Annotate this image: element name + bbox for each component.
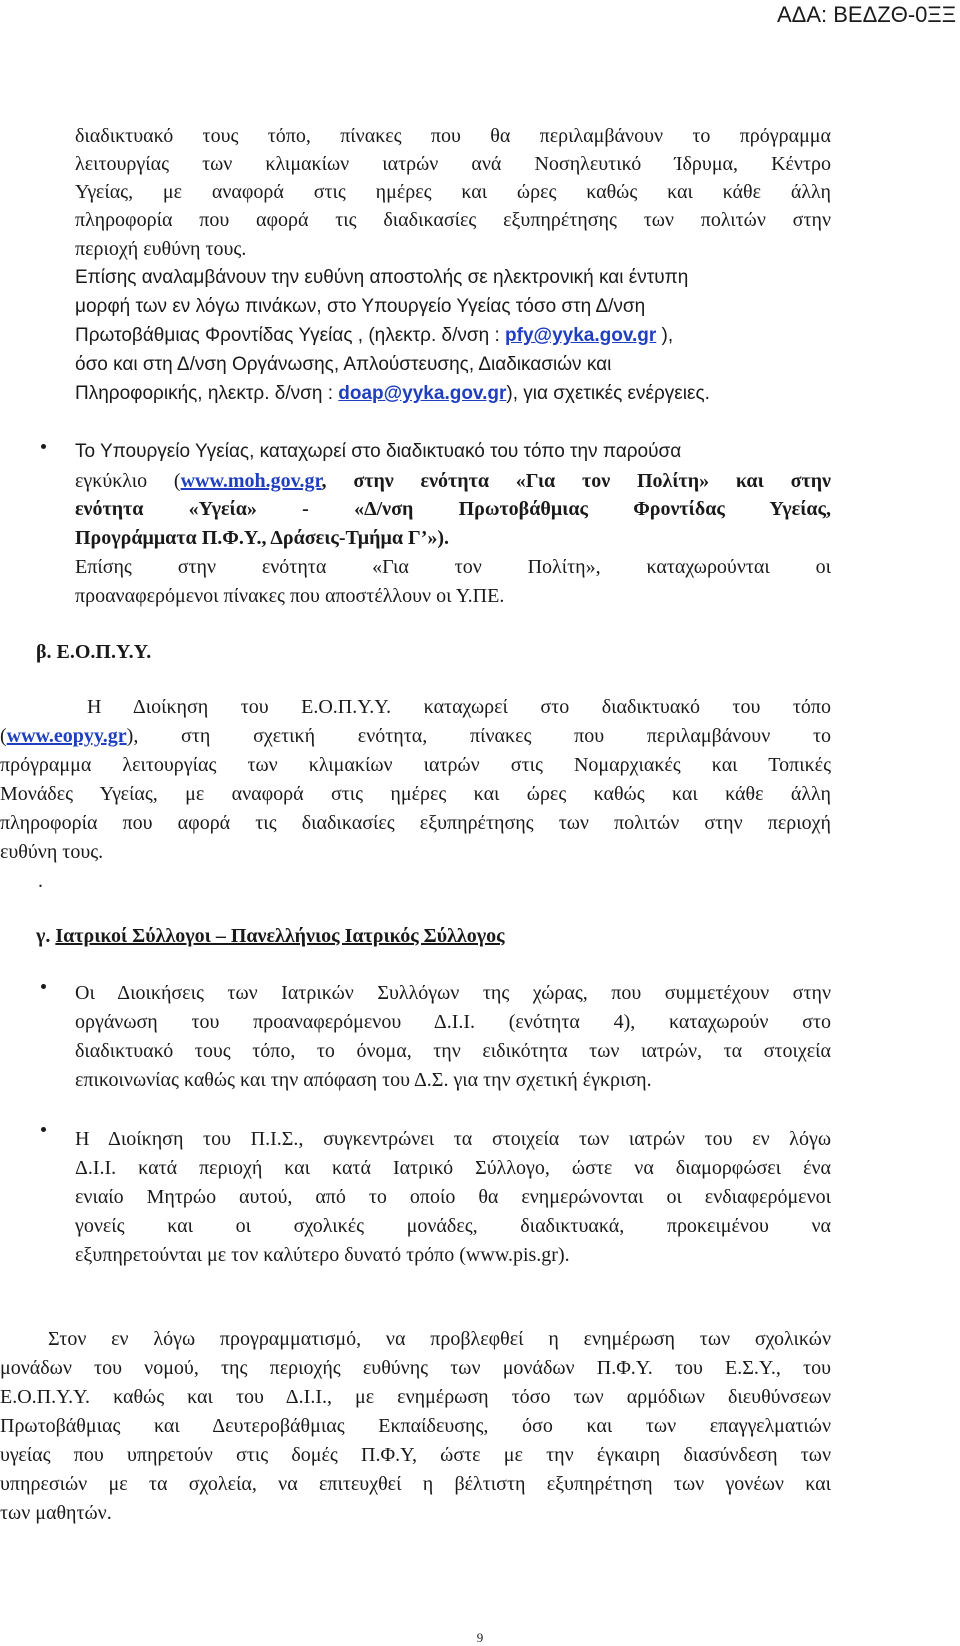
text-line: λειτουργίας των κλιμακίων ιατρών ανά Νοσηλευτικό Ίδρυμα, Κέντρο: [75, 153, 831, 175]
text-line: πληροφορία που αφορά τις διαδικασίες εξυπηρέτησης των πολιτών στην περιοχή: [0, 812, 831, 834]
section-c-heading: [36, 924, 505, 948]
text-line: οργάνωση του προαναφερόμενου Δ.Ι.Ι. (ενότητα 4), καταχωρούν στο: [75, 1011, 831, 1033]
text-line: Ε.Ο.Π.Υ.Υ. καθώς και του Δ.Ι.Ι., με ενημέρωση τόσο των αρμόδιων διευθύνσεων: [0, 1386, 831, 1408]
text-line: Η Διοίκηση του Ε.Ο.Π.Υ.Υ. καταχωρεί στο διαδικτυακό του τόπο: [87, 696, 831, 718]
text-span: εγκύκλιο (: [75, 470, 181, 492]
text-line: Προγράμματα Π.Φ.Υ., Δράσεις-Τμήμα Γ’»).: [75, 527, 450, 549]
text-line: Υγείας, με αναφορά στις ημέρες και ώρες καθώς και κάθε άλλη: [75, 181, 831, 203]
bullet-marker: [41, 984, 46, 989]
text-line: εξυπηρετούνται με τον καλύτερο δυνατό τρόπο (www.pis.gr).: [75, 1244, 570, 1266]
text-line: ενιαίο Μητρώο αυτού, από το οποίο θα ενημερώνονται οι ενδιαφερόμενοι: [75, 1186, 831, 1208]
page-number: 9: [476, 1630, 484, 1645]
heading-prefix: γ.: [36, 925, 56, 947]
heading-title: Ιατρικοί Σύλλογοι – Πανελλήνιος Ιατρικός Σύλλογος: [55, 925, 505, 947]
text-span: (: [0, 725, 7, 747]
text-line: προαναφερόμενοι πίνακες που αποστέλλουν οι Υ.ΠΕ.: [75, 585, 505, 607]
email-link-doap[interactable]: doap@yyka.gov.gr: [338, 383, 507, 404]
text-line: υγείας που υπηρετούν στις δομές Π.Φ.Υ, ώστε με την έγκαιρη διασύνδεση των: [0, 1444, 831, 1466]
email-link-pfy[interactable]: pfy@yyka.gov.gr: [505, 325, 657, 346]
text-line: [0, 724, 831, 748]
text-line: διαδικτυακό τους τόπο, το όνομα, την ειδικότητα των ιατρών, τα στοιχεία: [75, 1040, 831, 1062]
text-line: πληροφορία που αφορά τις διαδικασίες εξυπηρέτησης των πολιτών στην: [75, 209, 831, 231]
text-line: υπηρεσιών με τα σχολεία, να επιτευχθεί η βέλτιστη εξυπηρέτηση των γονέων και: [0, 1473, 831, 1495]
text-span: Πληροφορικής, ηλεκτρ. δ/νση :: [75, 383, 339, 404]
text-line: [75, 469, 831, 493]
text-line: Δ.Ι.Ι. κατά περιοχή και κατά Ιατρικό Σύλλογο, ώστε να διαμορφώσει ένα: [75, 1157, 831, 1179]
text-line: επικοινωνίας καθώς και την απόφαση του Δ.Σ. για την σχετική έγκριση.: [75, 1069, 652, 1091]
text-line: Στον εν λόγω προγραμματισμό, να προβλεφθεί η ενημέρωση των σχολικών: [48, 1328, 831, 1350]
text-line: Πρωτοβάθμιας και Δευτεροβάθμιας Εκπαίδευσης, όσο και των επαγγελματιών: [0, 1415, 831, 1437]
stray-dot: .: [38, 870, 43, 892]
text-line: [75, 382, 710, 406]
web-link-eopyy[interactable]: www.eopyy.gr: [6, 725, 127, 747]
text-span: , στην ενότητα «Για τον Πολίτη» και στην: [321, 470, 831, 492]
ada-code: ΑΔΑ: ΒΕΔΖΘ-0ΞΞ: [776, 2, 956, 27]
text-span: ),: [656, 325, 674, 346]
text-line: Επίσης αναλαμβάνουν την ευθύνη αποστολής σε ηλεκτρονική και έντυπη: [75, 267, 689, 288]
text-line: Οι Διοικήσεις των Ιατρικών Συλλόγων της χώρας, που συμμετέχουν στην: [75, 982, 831, 1004]
text-span: Πρωτοβάθμιας Φροντίδας Υγείας , (ηλεκτρ. δ/νση :: [75, 325, 506, 346]
text-line: Επίσης στην ενότητα «Για τον Πολίτη», καταχωρούνται οι: [75, 556, 831, 578]
text-line: γονείς και οι σχολικές μονάδες, διαδικτυακά, προκειμένου να: [75, 1215, 831, 1237]
text-span: ), για σχετικές ενέργειες.: [506, 383, 710, 404]
text-line: Μονάδες Υγείας, με αναφορά στις ημέρες και ώρες καθώς και κάθε άλλη: [0, 783, 831, 805]
text-line: πρόγραμμα λειτουργίας των κλιμακίων ιατρών στις Νομαρχιακές και Τοπικές: [0, 754, 831, 776]
web-link-moh[interactable]: www.moh.gov.gr: [180, 470, 322, 492]
text-line: μονάδων του νομού, της περιοχής ευθύνης των μονάδων Π.Φ.Υ. του Ε.Σ.Υ., του: [0, 1357, 831, 1379]
bullet-marker: [41, 1127, 46, 1132]
text-span: ), στη σχετική ενότητα, πίνακες που περιλαμβάνουν το: [126, 725, 831, 747]
text-line: διαδικτυακό τους τόπο, πίνακες που θα περιλαμβάνουν το πρόγραμμα: [75, 125, 831, 147]
text-line: περιοχή ευθύνη τους.: [75, 238, 247, 260]
text-line: των μαθητών.: [0, 1502, 112, 1524]
text-line: Το Υπουργείο Υγείας, καταχωρεί στο διαδικτυακό του τόπο την παρούσα: [75, 441, 682, 462]
text-line: Η Διοίκηση του Π.Ι.Σ., συγκεντρώνει τα στοιχεία των ιατρών του εν λόγω: [75, 1128, 831, 1150]
text-line: ενότητα «Υγεία» - «Δ/νση Πρωτοβάθμιας Φροντίδας Υγείας,: [75, 498, 831, 520]
section-b-heading: β. Ε.Ο.Π.Υ.Υ.: [36, 641, 152, 663]
text-line: όσο και στη Δ/νση Οργάνωσης, Απλούστευσης, Διαδικασιών και: [75, 354, 612, 375]
text-line: ευθύνη τους.: [0, 841, 104, 863]
text-line: μορφή των εν λόγω πινάκων, στο Υπουργείο Υγείας τόσο στη Δ/νση: [75, 296, 646, 317]
bullet-marker: [41, 444, 46, 449]
text-line: [75, 324, 673, 348]
